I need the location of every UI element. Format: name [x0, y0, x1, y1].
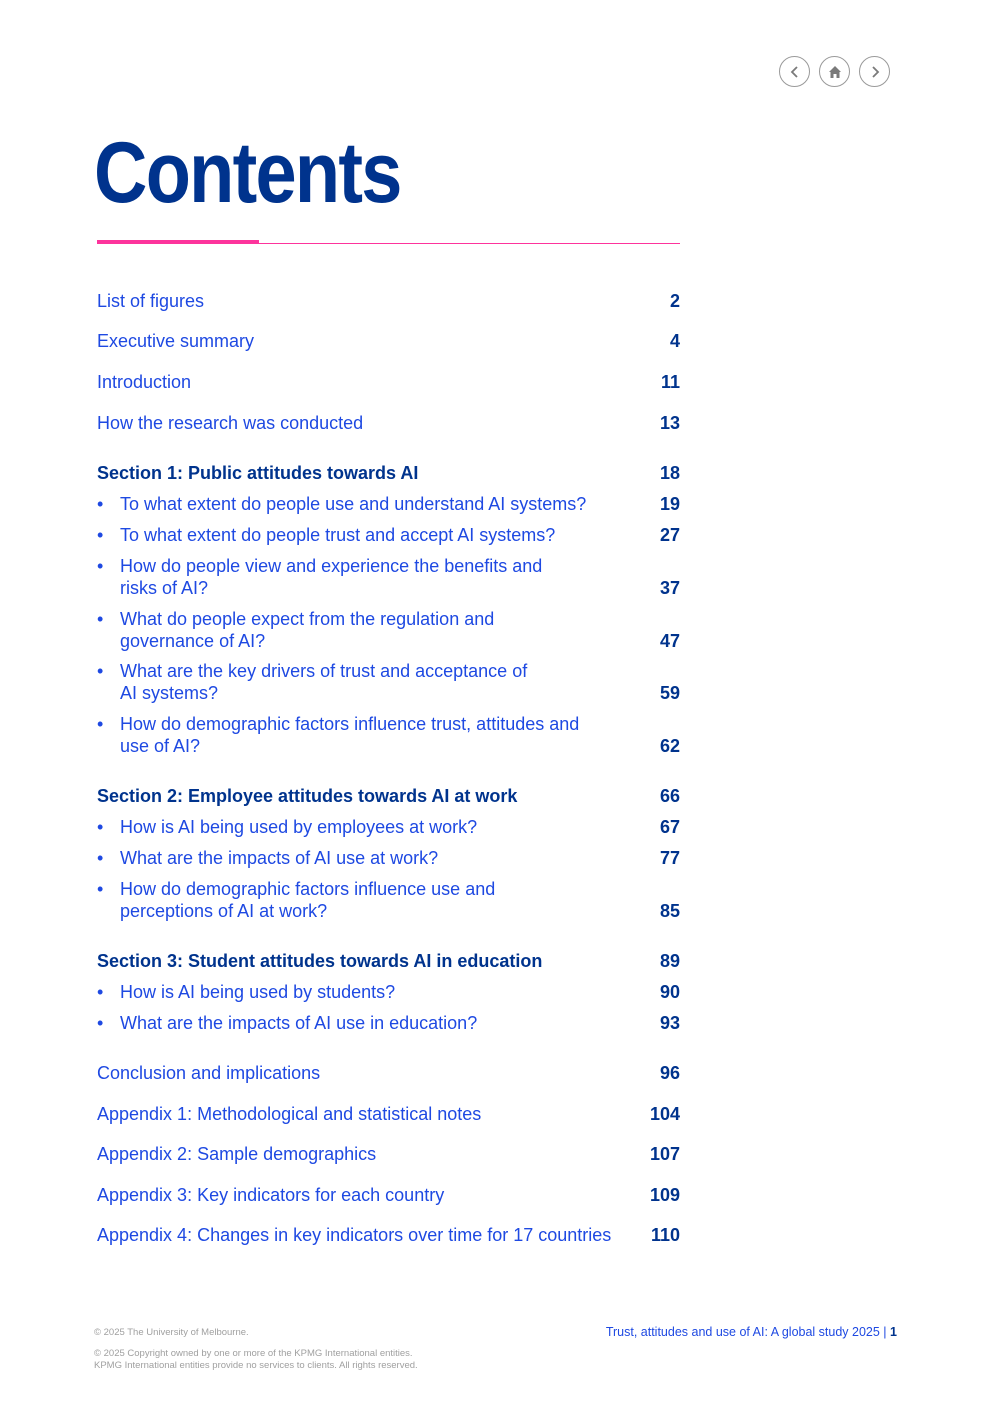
- toc-entry-label: • How is AI being used by employees at work?: [97, 816, 477, 838]
- toc-page-number: 4: [669, 331, 680, 351]
- toc-page-number: 2: [669, 291, 680, 311]
- toc-entry-label: How the research was conducted: [97, 413, 364, 433]
- toc-page-number: 11: [660, 372, 680, 392]
- toc-page-number: 85: [659, 901, 680, 921]
- home-icon: [827, 64, 843, 80]
- toc-page-number: 59: [659, 683, 680, 703]
- toc-page-number: 37: [659, 578, 680, 598]
- toc-subentry[interactable]: [97, 1012, 680, 1034]
- copyright-kpmg-line-2: KPMG International entities provide no services to clients. All rights reserved.: [94, 1360, 418, 1371]
- toc-page-number: 18: [659, 463, 680, 483]
- toc-entry[interactable]: [97, 412, 680, 434]
- document-title: Trust, attitudes and use of AI: A global study 2025 |: [605, 1325, 887, 1339]
- toc-page-number: 109: [649, 1185, 680, 1205]
- page-title: Contents: [94, 125, 401, 221]
- toc-entry-label: • What do people expect from the regulation and governance of AI?: [97, 608, 540, 652]
- home-button[interactable]: [819, 56, 850, 87]
- toc-subentry[interactable]: [97, 608, 680, 652]
- toc-entry-label: Appendix 1: Methodological and statistical notes: [97, 1104, 482, 1124]
- toc-subentry[interactable]: [97, 555, 680, 599]
- toc-subentry[interactable]: [97, 816, 680, 838]
- toc-entry-label: Appendix 2: Sample demographics: [97, 1144, 377, 1164]
- toc-entry[interactable]: [97, 1143, 680, 1165]
- toc-entry[interactable]: [97, 1103, 680, 1125]
- toc-subentry[interactable]: [97, 524, 680, 546]
- chevron-left-icon: [788, 65, 802, 79]
- chevron-right-icon: [868, 65, 882, 79]
- toc-entry-label: • What are the key drivers of trust and acceptance of AI systems?: [97, 660, 540, 704]
- toc-section-heading[interactable]: [97, 462, 680, 484]
- toc-entry[interactable]: [97, 1224, 680, 1246]
- toc-section-heading[interactable]: [97, 785, 680, 807]
- toc-entry-label: Appendix 3: Key indicators for each country: [97, 1185, 445, 1205]
- toc-subentry[interactable]: [97, 981, 680, 1003]
- toc-entry-label: Section 2: Employee attitudes towards AI at work: [97, 786, 518, 806]
- toc-subentry[interactable]: [97, 847, 680, 869]
- toc-subentry[interactable]: [97, 493, 680, 515]
- toc-page-number: 104: [649, 1104, 680, 1124]
- toc-page-number: 19: [659, 494, 680, 514]
- toc-page-number: 67: [659, 817, 680, 837]
- toc-entry-label: • How do demographic factors influence use and perceptions of AI at work?: [97, 878, 500, 922]
- copyright-university: © 2025 The University of Melbourne.: [94, 1327, 249, 1338]
- toc-entry-label: Introduction: [97, 372, 192, 392]
- toc-entry[interactable]: [97, 371, 680, 393]
- toc-page-number: 107: [649, 1144, 680, 1164]
- toc-entry[interactable]: [97, 290, 680, 312]
- toc-entry-label: • How is AI being used by students?: [97, 981, 395, 1003]
- toc-entry[interactable]: [97, 1184, 680, 1206]
- toc-page-number: 89: [659, 951, 680, 971]
- toc-subentry[interactable]: [97, 878, 680, 922]
- toc-entry-label: • How do demographic factors influence trust, attitudes and use of AI?: [97, 713, 580, 757]
- toc-page-number: 96: [659, 1063, 680, 1083]
- toc-entry-label: Section 1: Public attitudes towards AI: [97, 463, 419, 483]
- page-navigation: [779, 56, 890, 87]
- toc-page-number: 13: [659, 413, 680, 433]
- footer-document-title: [606, 1325, 897, 1339]
- page-number: 1: [890, 1325, 897, 1339]
- toc-page-number: 93: [659, 1013, 680, 1033]
- toc-entry-label: • To what extent do people use and understand AI systems?: [97, 493, 586, 515]
- title-accent-bar: [97, 240, 259, 244]
- toc-entry-label: • What are the impacts of AI use in education?: [97, 1012, 477, 1034]
- toc-page-number: 47: [659, 631, 680, 651]
- toc-page-number: 66: [659, 786, 680, 806]
- toc-page-number: 62: [659, 736, 680, 756]
- toc-entry-label: • How do people view and experience the benefits and risks of AI?: [97, 555, 550, 599]
- toc-page-number: 90: [659, 982, 680, 1002]
- toc-entry-label: • To what extent do people trust and accept AI systems?: [97, 524, 555, 546]
- toc-entry-label: • What are the impacts of AI use at work?: [97, 847, 438, 869]
- toc-entry-label: Executive summary: [97, 331, 255, 351]
- toc-entry[interactable]: [97, 1062, 680, 1084]
- toc-subentry[interactable]: [97, 713, 680, 757]
- toc-entry-label: Appendix 4: Changes in key indicators over time for 17 countries: [97, 1225, 612, 1245]
- previous-page-button[interactable]: [779, 56, 810, 87]
- toc-entry-label: Conclusion and implications: [97, 1063, 321, 1083]
- next-page-button[interactable]: [859, 56, 890, 87]
- toc-page-number: 77: [659, 848, 680, 868]
- toc-subentry[interactable]: [97, 660, 680, 704]
- footer-copyright: [94, 1327, 418, 1372]
- toc-entry-label: Section 3: Student attitudes towards AI in education: [97, 951, 543, 971]
- toc-entry[interactable]: [97, 330, 680, 352]
- toc-page-number: 110: [650, 1225, 680, 1245]
- toc-section-heading[interactable]: [97, 950, 680, 972]
- toc-page-number: 27: [659, 525, 680, 545]
- toc-entry-label: List of figures: [97, 291, 205, 311]
- copyright-kpmg-line-1: © 2025 Copyright owned by one or more of the KPMG International entities.: [94, 1348, 413, 1359]
